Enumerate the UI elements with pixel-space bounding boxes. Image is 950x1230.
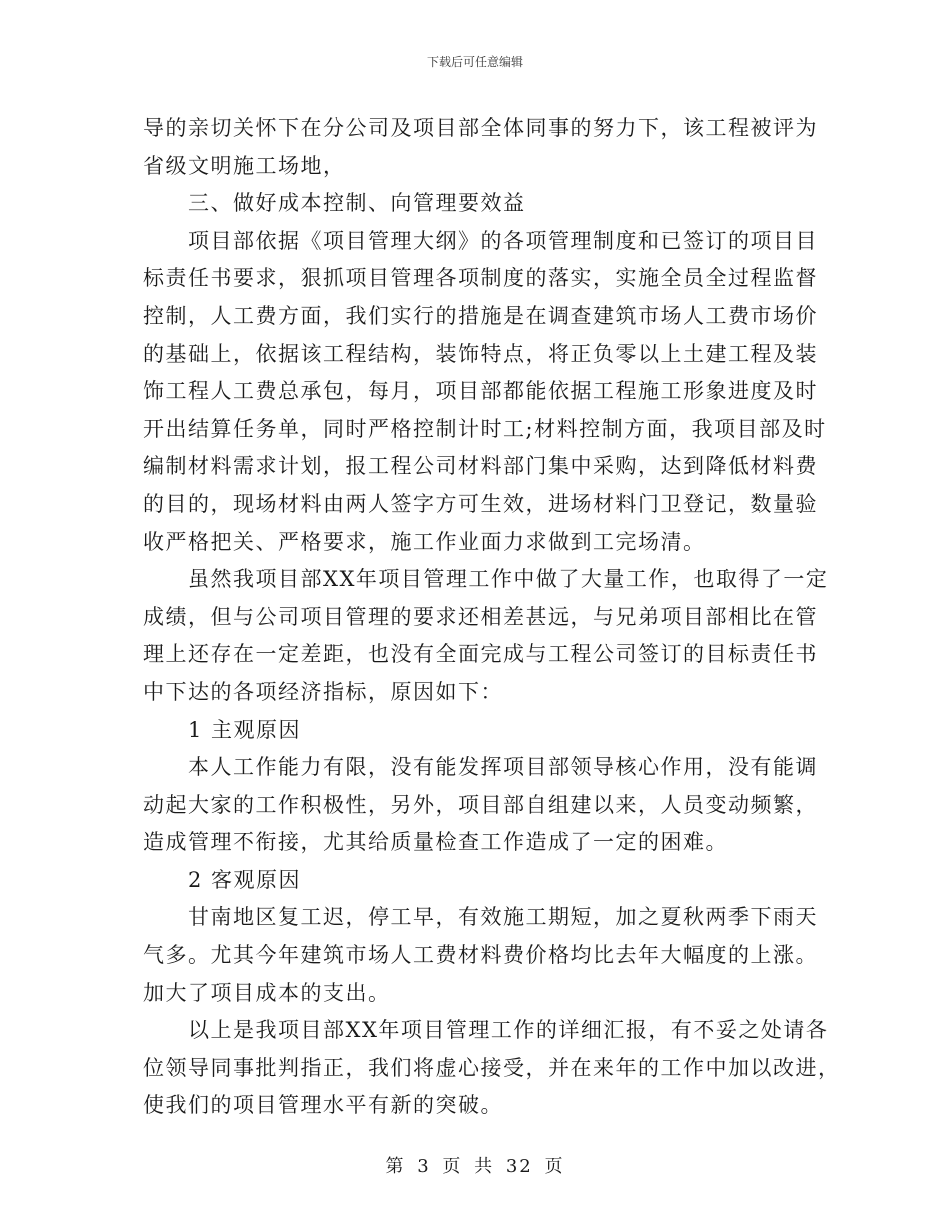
- text-line: 本人工作能力有限，没有能发挥项目部领导核心作用，没有能调: [188, 755, 818, 780]
- text-line: 造成管理不衔接，尤其给质量检查工作造成了一定的困难。: [143, 830, 728, 855]
- page-header: 下载后可任意编辑: [426, 55, 523, 69]
- text-line: 开出结算任务单，同时严格控制计时工;材料控制方面，我项目部及时: [143, 416, 827, 441]
- text-line: 气多。尤其今年建筑市场人工费材料费价格均比去年大幅度的上涨。: [143, 943, 818, 968]
- text-line: 三、做好成本控制、向管理要效益: [188, 191, 526, 216]
- text-line: 位领导同事批判指正，我们将虚心接受，并在来年的工作中加以改进，: [143, 1055, 841, 1080]
- text-line: 加大了项目成本的支出。: [143, 980, 391, 1005]
- text-line: 理上还存在一定差距，也没有全面完成与工程公司签订的目标责任书: [143, 642, 818, 667]
- text-line: 编制材料需求计划，报工程公司材料部门集中采购，达到降低材料费: [143, 454, 818, 479]
- text-line: 的基础上，依据该工程结构，装饰特点，将正负零以上土建工程及装: [143, 341, 818, 366]
- text-line: 导的亲切关怀下在分公司及项目部全体同事的努力下，该工程被评为: [143, 116, 818, 140]
- text-line: 省级文明施工场地，: [143, 153, 346, 178]
- text-line: 1 主观原因: [188, 717, 302, 742]
- document-body: [143, 110, 841, 1125]
- text-line: 项目部依据《项目管理大纲》的各项管理制度和已签订的项目目: [188, 228, 818, 253]
- text-line: 甘南地区复工迟，停工早，有效施工期短，加之夏秋两季下雨天: [188, 905, 818, 930]
- text-line: 成绩，但与公司项目管理的要求还相差甚远，与兄弟项目部相比在管: [143, 604, 818, 629]
- text-line: 饰工程人工费总承包，每月，项目部都能依据工程施工形象进度及时: [143, 379, 818, 404]
- text-line: 使我们的项目管理水平有新的突破。: [143, 1093, 503, 1118]
- text-line: 标责任书要求，狠抓项目管理各项制度的落实，实施全员全过程监督: [143, 266, 818, 291]
- text-line: 收严格把关、严格要求，施工作业面力求做到工完场清。: [143, 529, 706, 554]
- text-line: 中下达的各项经济指标，原因如下：: [143, 679, 503, 704]
- text-line: 的目的，现场材料由两人签字方可生效，进场材料门卫登记，数量验: [143, 491, 818, 516]
- text-line: 2 客观原因: [188, 867, 302, 892]
- text-line: 控制，人工费方面，我们实行的措施是在调查建筑市场人工费市场价: [143, 303, 818, 328]
- page-number-footer: 第 3 页 共 32 页: [385, 1156, 565, 1177]
- text-line: 虽然我项目部XX年项目管理工作中做了大量工作，也取得了一定: [188, 567, 829, 592]
- text-line: 动起大家的工作积极性，另外，项目部自组建以来，人员变动频繁，: [143, 792, 818, 817]
- text-line: 以上是我项目部XX年项目管理工作的详细汇报，有不妥之处请各: [188, 1018, 829, 1043]
